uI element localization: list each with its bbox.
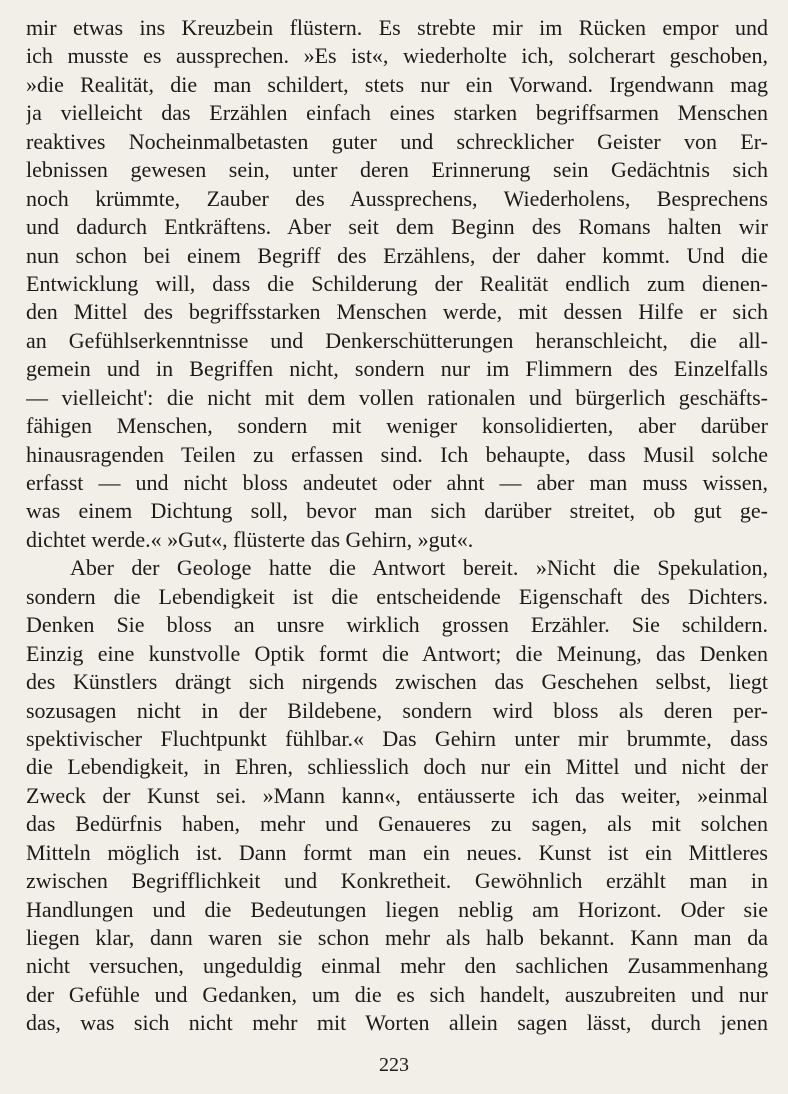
text-line: Mitteln möglich ist. Dann formt man ein neues. Kunst ist ein Mittleres	[26, 839, 768, 865]
text-line: Zweck der Kunst sei. »Mann kann«, entäusserte ich das weiter, »einmal	[26, 782, 768, 808]
text-line: nicht versuchen, ungeduldig einmal mehr den sachlichen Zusammenhang	[26, 953, 768, 979]
text-line: Denken Sie bloss an unsre wirklich grossen Erzähler. Sie schildern.	[26, 612, 768, 638]
text-line: zwischen Begrifflichkeit und Konkretheit. Gewöhnlich erzählt man in	[26, 868, 768, 894]
text-line: ja vielleicht das Erzählen einfach eines starken begriffsarmen Menschen	[26, 100, 768, 126]
text-line: reaktives Nocheinmalbetasten guter und schrecklicher Geister von Er-	[26, 128, 768, 154]
text-line: sozusagen nicht in der Bildebene, sondern wird bloss als deren per-	[26, 697, 768, 723]
text-line: »die Realität, die man schildert, stets nur ein Vorwand. Irgendwann mag	[26, 71, 768, 97]
text-line: lebnissen gewesen sein, unter deren Erinnerung sein Gedächtnis sich	[26, 157, 768, 183]
text-line: das, was sich nicht mehr mit Worten allein sagen lässt, durch jenen	[26, 1010, 768, 1036]
text-line: mir etwas ins Kreuzbein flüstern. Es strebte mir im Rücken empor und	[26, 15, 768, 40]
paragraph-1	[26, 14, 768, 554]
text-line: an Gefühlserkenntnisse und Denkerschütterungen heranschleicht, die all-	[26, 327, 768, 353]
text-line: hinausragenden Teilen zu erfassen sind. Ich behaupte, dass Musil solche	[26, 441, 768, 467]
text-line: sondern die Lebendigkeit ist die entscheidende Eigenschaft des Dichters.	[26, 583, 768, 609]
text-line: liegen klar, dann waren sie schon mehr als halb bekannt. Kann man da	[26, 925, 768, 950]
page-number: 223	[379, 1054, 409, 1076]
text-line: der Gefühle und Gedanken, um die es sich handelt, auszubreiten und nur	[26, 981, 768, 1007]
text-line: spektivischer Fluchtpunkt fühlbar.« Das Gehirn unter mir brummte, dass	[26, 725, 768, 751]
text-line: den Mittel des begriffsstarken Menschen werde, mit dessen Hilfe er sich	[26, 299, 768, 325]
text-line: Einzig eine kunstvolle Optik formt die Antwort; die Meinung, das Denken	[26, 640, 768, 666]
text-line: erfasst — und nicht bloss andeutet oder ahnt — aber man muss wissen,	[26, 470, 768, 495]
text-line: die Lebendigkeit, in Ehren, schliesslich doch nur ein Mittel und nicht der	[26, 754, 768, 780]
text-line: Aber der Geologe hatte die Antwort bereit. »Nicht die Spekulation,	[70, 555, 768, 581]
text-line: ich musste es aussprechen. »Es ist«, wiederholte ich, solcherart geschoben,	[26, 43, 768, 69]
text-line: dichtet werde.« »Gut«, flüsterte das Gehirn, »gut«.	[26, 526, 474, 552]
text-line: nun schon bei einem Begriff des Erzählens, der daher kommt. Und die	[26, 242, 768, 268]
text-line: Handlungen und die Bedeutungen liegen neblig am Horizont. Oder sie	[26, 896, 768, 922]
text-line: noch krümmte, Zauber des Aussprechens, Wiederholens, Besprechens	[26, 185, 768, 211]
text-line: was einem Dichtung soll, bevor man sich darüber streitet, ob gut ge-	[26, 498, 768, 524]
text-line: gemein und in Begriffen nicht, sondern nur im Flimmern des Einzelfalls	[26, 356, 768, 382]
paragraph-2	[26, 554, 768, 1037]
page-body-text	[26, 14, 768, 1038]
text-line: des Künstlers drängt sich nirgends zwischen das Geschehen selbst, liegt	[26, 669, 768, 695]
text-line: das Bedürfnis haben, mehr und Genaueres zu sagen, als mit solchen	[26, 811, 768, 837]
text-line: und dadurch Entkräftens. Aber seit dem Beginn des Romans halten wir	[26, 214, 768, 240]
text-line: — vielleicht': die nicht mit dem vollen rationalen und bürgerlich geschäfts-	[26, 384, 768, 410]
text-line: fähigen Menschen, sondern mit weniger konsolidierten, aber darüber	[26, 413, 768, 439]
text-line: Entwicklung will, dass die Schilderung der Realität endlich zum dienen-	[26, 270, 768, 296]
